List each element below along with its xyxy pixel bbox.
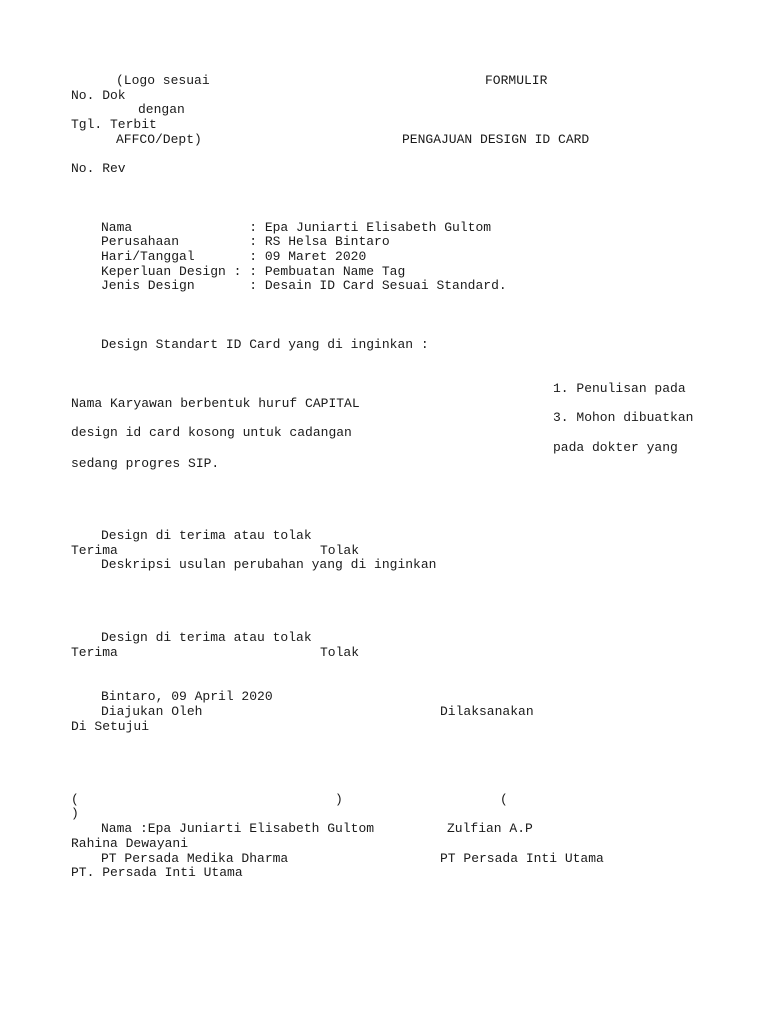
form-label: FORMULIR [485,73,548,88]
review-2-accept-option: Terima [71,645,118,660]
requirement-3-continued-3: sedang progres SIP. [71,456,220,471]
approver-company: PT. Persada Inti Utama [71,865,243,880]
signature-bracket-open-2: ( [500,792,508,807]
logo-placeholder-line-2: dengan [138,102,185,117]
change-description-label: Deskripsi usulan perubahan yang di inginkan [101,557,437,572]
requirement-1-start: 1. Penulisan pada [553,381,686,396]
executor-company: PT Persada Inti Utama [440,851,604,866]
revision-number-label: No. Rev [71,161,126,176]
detail-date: Hari/Tanggal : 09 Maret 2020 [101,249,367,264]
requirement-3-start: 3. Mohon dibuatkan [553,410,694,425]
approver-name: Rahina Dewayani [71,836,189,851]
executor-name: Zulfian A.P [447,821,533,836]
detail-design-type: Jenis Design : Desain ID Card Sesuai Standard. [101,278,507,293]
signature-bracket-close-1: ) [335,792,343,807]
review-1-reject-option: Tolak [320,543,360,558]
requirement-1-continued: Nama Karyawan berbentuk huruf CAPITAL [71,396,360,411]
executed-by-label: Dilaksanakan [440,704,534,719]
signature-bracket-open-1: ( [71,792,79,807]
issue-date-label: Tgl. Terbit [71,117,157,132]
review-2-question: Design di terima atau tolak [101,630,312,645]
requirement-3-continued-2: pada dokter yang [553,440,678,455]
detail-name: Nama : Epa Juniarti Elisabeth Gultom [101,220,492,235]
place-date: Bintaro, 09 April 2020 [101,689,273,704]
detail-purpose: Keperluan Design : : Pembuatan Name Tag [101,264,406,279]
submitter-name: Nama :Epa Juniarti Elisabeth Gultom [101,821,375,836]
doc-number-label: No. Dok [71,88,126,103]
submitted-by-label: Diajukan Oleh [101,704,203,719]
submitter-company: PT Persada Medika Dharma [101,851,289,866]
form-title: PENGAJUAN DESIGN ID CARD [402,132,590,147]
review-2-reject-option: Tolak [320,645,360,660]
detail-company: Perusahaan : RS Helsa Bintaro [101,234,390,249]
approved-by-label: Di Setujui [71,719,150,734]
review-1-question: Design di terima atau tolak [101,528,312,543]
review-1-accept-option: Terima [71,543,118,558]
logo-placeholder-line-3: AFFCO/Dept) [116,132,202,147]
requirements-heading: Design Standart ID Card yang di inginkan : [101,337,429,352]
signature-bracket-close-2: ) [71,806,79,821]
requirement-3-continued-1: design id card kosong untuk cadangan [71,425,352,440]
logo-placeholder-line-1: (Logo sesuai [116,73,210,88]
